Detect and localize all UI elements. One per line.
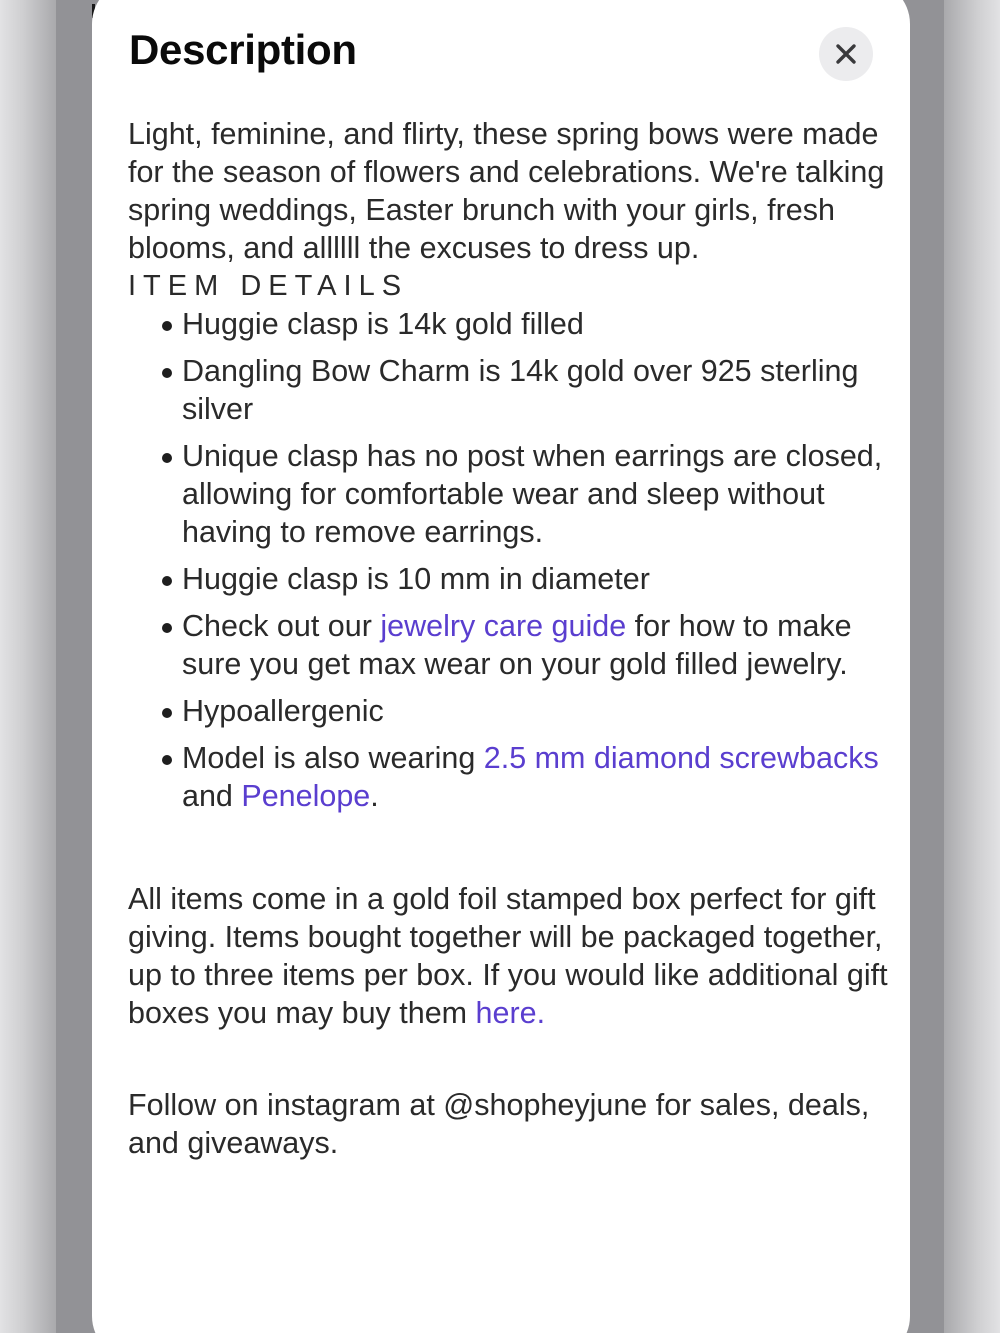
modal-title: Description	[129, 26, 357, 73]
item-details-heading: ITEM DETAILS	[128, 270, 409, 302]
instagram-paragraph: Follow on instagram at @shopheyjune for sales, deals, and giveaways.	[128, 1088, 870, 1160]
list-item	[128, 739, 888, 815]
item-details-list	[128, 305, 888, 815]
right-backdrop-edge	[944, 0, 1000, 1333]
packaging-paragraph	[128, 880, 888, 1032]
description-modal	[92, 0, 910, 1333]
gift-boxes-link[interactable]: here.	[475, 996, 546, 1030]
list-item-text: for how to make sure you get max wear on your gold filled jewelry.	[182, 609, 852, 681]
jewelry-care-guide-link[interactable]: jewelry care guide	[380, 609, 627, 643]
list-item-text: Hypoallergenic	[182, 694, 384, 728]
intro-paragraph: Light, feminine, and flirty, these spring bows were made for the season of flowers and celebrations. We're talking spring weddings, Easter brunch with your girls, fresh blooms, and allllll the excuses to dress up.	[128, 117, 885, 265]
list-item	[128, 352, 888, 428]
list-item	[128, 607, 888, 683]
left-backdrop-edge	[0, 0, 56, 1333]
list-item	[128, 437, 888, 551]
penelope-link[interactable]: Penelope	[241, 779, 371, 813]
list-item-text: .	[370, 779, 379, 813]
close-button[interactable]	[819, 27, 873, 81]
packaging-text: All items come in a gold foil stamped box perfect for gift giving. Items bought together will be packaged together, up to three items per box. If you would like additional gift boxes you may buy them	[128, 882, 888, 1030]
list-item-text: Dangling Bow Charm is 14k gold over 925 sterling silver	[182, 354, 859, 426]
list-item-text: Huggie clasp is 10 mm in diameter	[182, 562, 650, 596]
list-item-text: Huggie clasp is 14k gold filled	[182, 307, 584, 341]
list-item	[128, 692, 888, 730]
list-item	[128, 305, 888, 343]
list-item-text: Check out our	[182, 609, 381, 643]
list-item-text: and	[182, 779, 242, 813]
list-item-text: Model is also wearing	[182, 741, 484, 775]
list-item-text: Unique clasp has no post when earrings are closed, allowing for comfortable wear and sleep without having to remove earrings.	[182, 439, 883, 549]
description-body	[128, 115, 888, 1162]
close-icon	[835, 43, 857, 65]
diamond-screwbacks-link[interactable]: 2.5 mm diamond screwbacks	[483, 741, 879, 775]
list-item	[128, 560, 888, 598]
